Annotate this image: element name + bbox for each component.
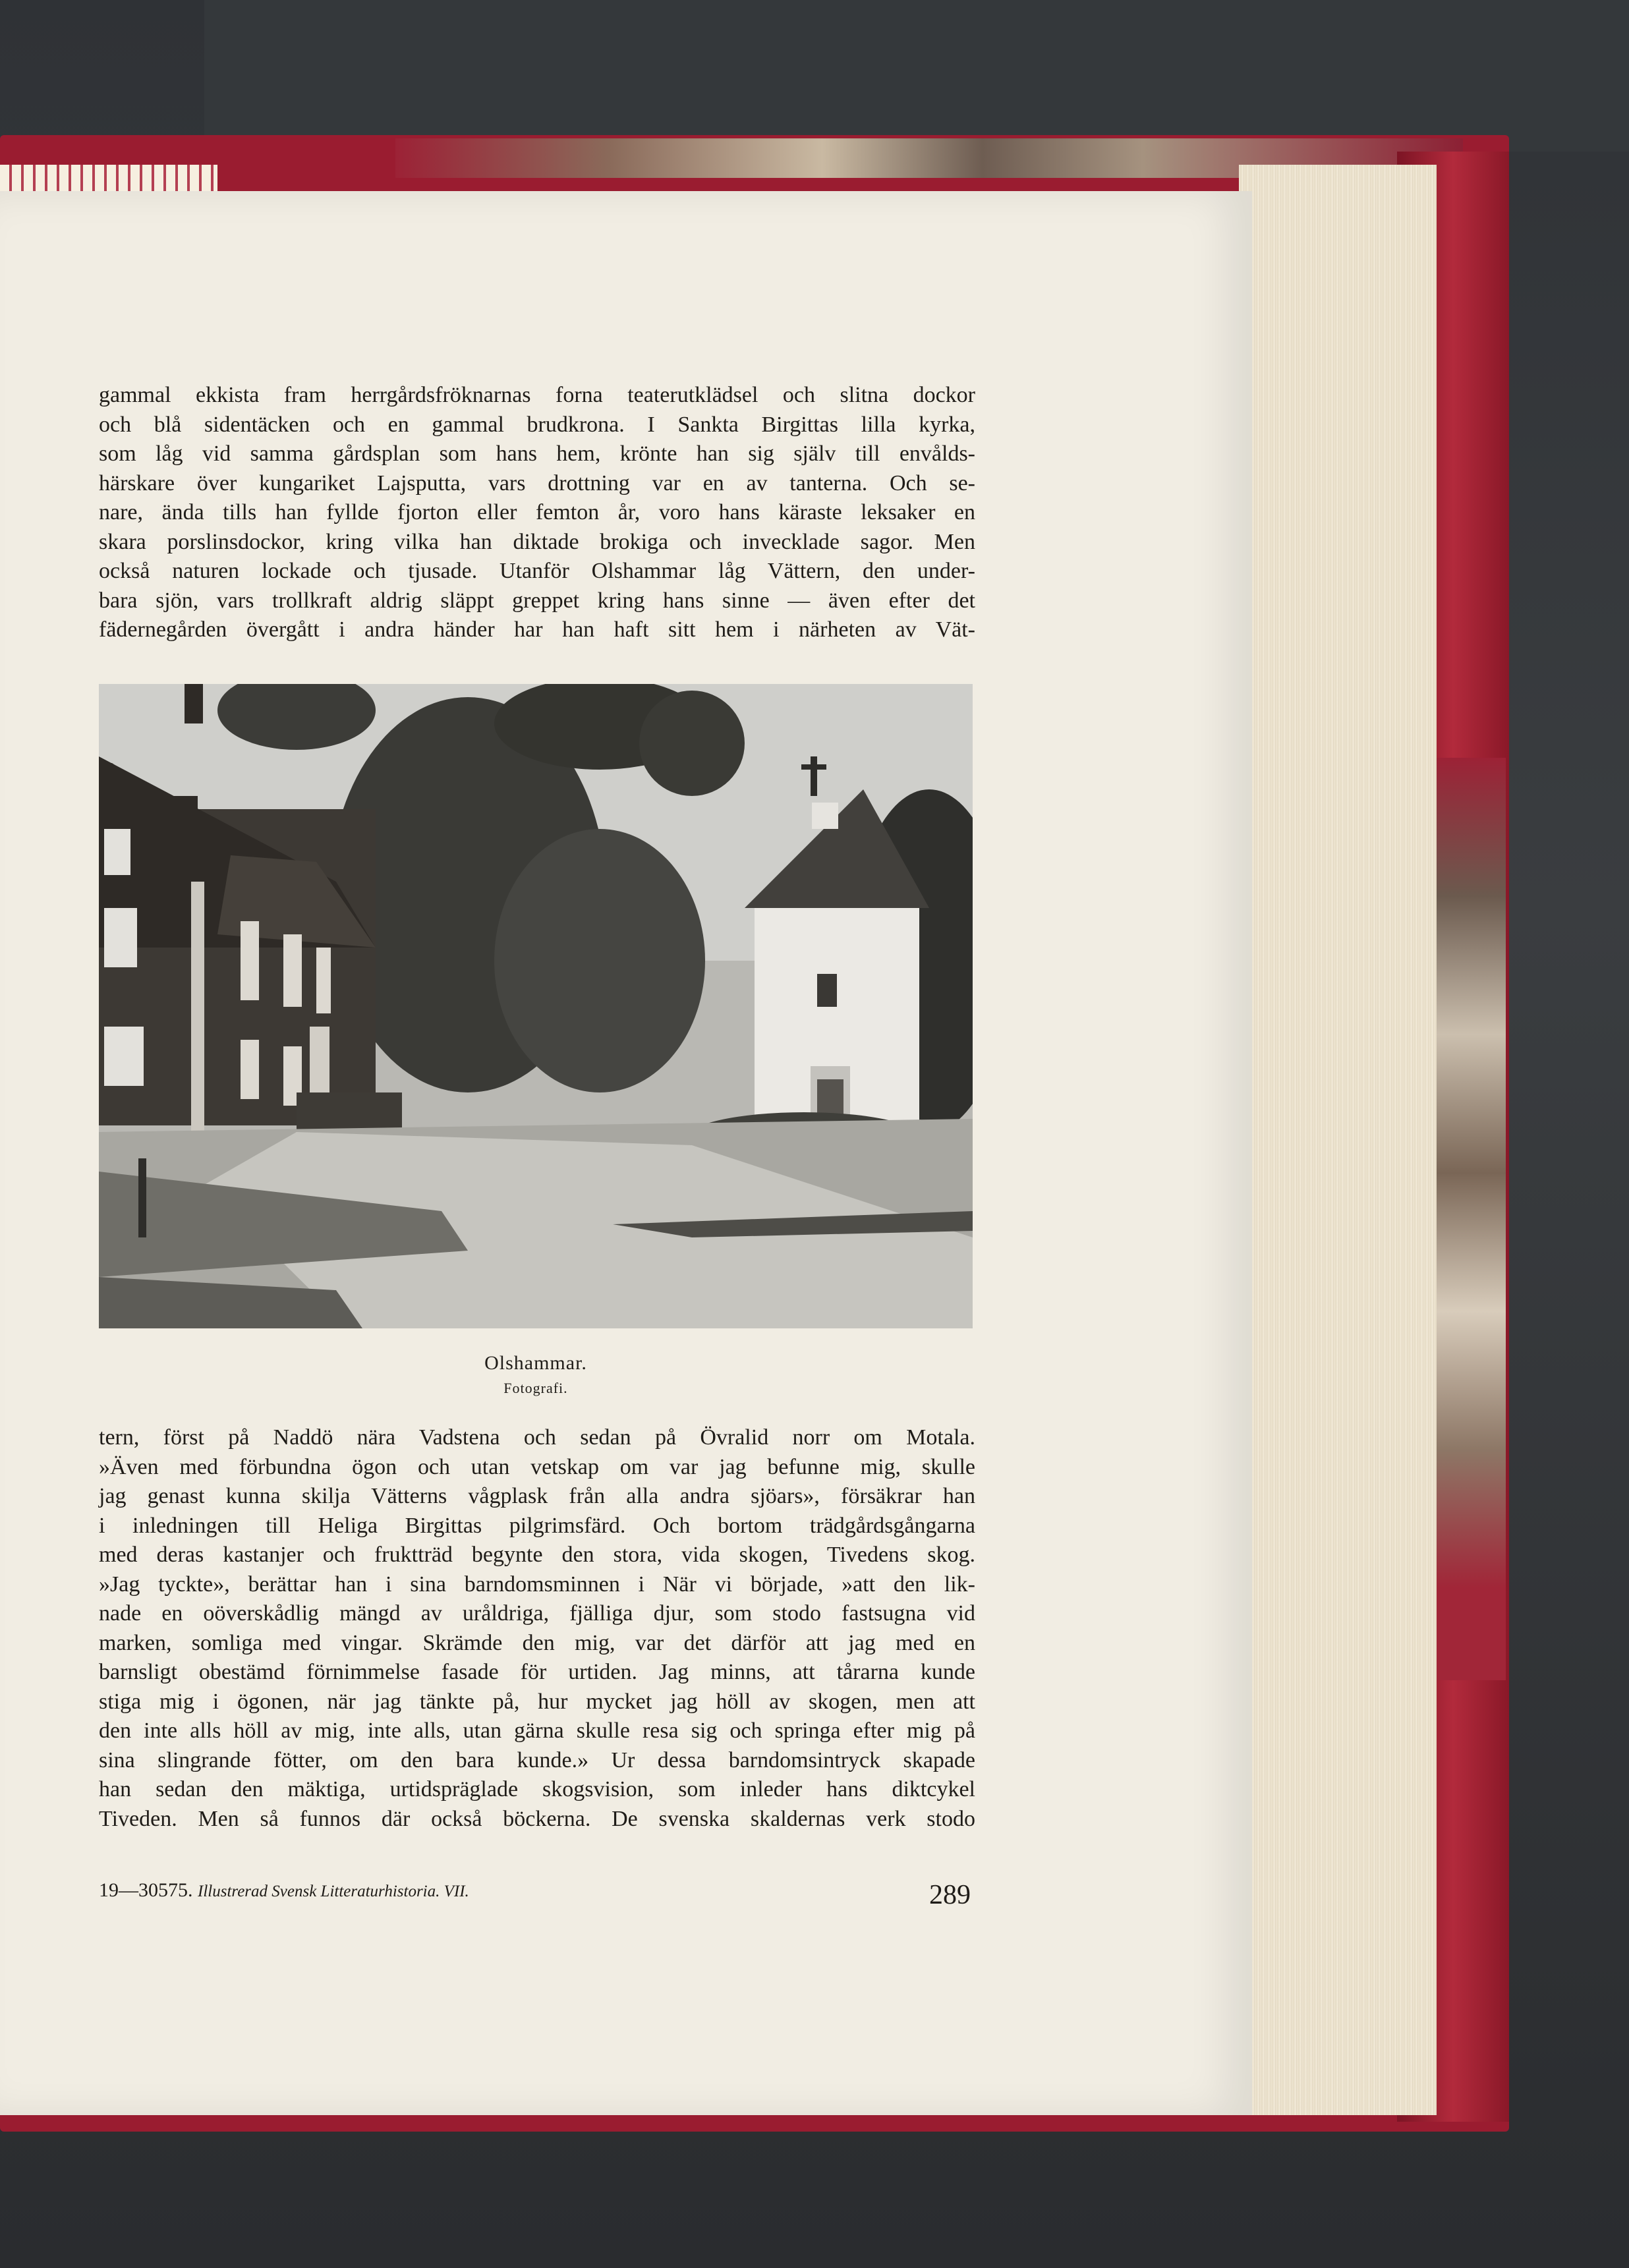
photo-caption: Olshammar. xyxy=(484,1352,587,1374)
body-text-bottom xyxy=(99,1423,975,1834)
text-line: »Även med förbundna ögon och utan vetskap om var jag befunne mig, skulle xyxy=(99,1454,975,1479)
text-line: han sedan den mäktiga, urtidspräglade skogsvision, som inleder hans diktcykel xyxy=(99,1777,975,1801)
text-line: skara porslinsdockor, kring vilka han diktade brokiga och invecklade sagor. Men xyxy=(99,529,975,554)
text-line: tern, först på Naddö nära Vadstena och sedan på Övralid norr om Motala. xyxy=(99,1425,975,1450)
text-line: fädernegården övergått i andra händer har han haft sitt hem i närheten av Vät- xyxy=(99,617,975,642)
text-line: sina slingrande fötter, om den bara kunde.» Ur dessa barndomsintryck skapade xyxy=(99,1747,975,1772)
text-line: också naturen lockade och tjusade. Utanför Olshammar låg Vättern, den under- xyxy=(99,559,975,583)
body-text-top xyxy=(99,381,975,645)
page-number: 289 xyxy=(929,1880,971,1910)
text-line: jag genast kunna skilja Vätterns vågplask från alla andra sjöars», försäkrar han xyxy=(99,1484,975,1508)
text-line: barnsligt obestämd förnimmelse fasade för urtiden. Jag minns, att tårarna kunde xyxy=(99,1660,975,1684)
text-line: med deras kastanjer och fruktträd begynte den stora, vida skogen, Tivedens skog. xyxy=(99,1543,975,1567)
text-line: den inte alls höll av mig, inte alls, utan gärna skulle resa sig och springa efter mig på xyxy=(99,1718,975,1743)
page-stack xyxy=(1239,165,1437,2115)
text-line: bara sjön, vars trollkraft aldrig släppt greppet kring hans sinne — även efter det xyxy=(99,588,975,613)
work-title: Illustrerad Svensk Litteraturhistoria. VII. xyxy=(198,1883,469,1900)
text-line: Tiveden. Men så funnos där också böckerna. De svenska skaldernas verk stodo xyxy=(99,1806,975,1831)
footer-reference xyxy=(99,1879,469,1902)
text-line: härskare över kungariket Lajsputta, vars drottning var en av tanterna. Och se- xyxy=(99,470,975,496)
text-line: marken, somliga med vingar. Skrämde den mig, var det därför att jag med en xyxy=(99,1630,975,1655)
gilt-edge xyxy=(0,165,217,191)
text-line: stiga mig i ögonen, när jag tänkte på, hur mycket jag höll av skogen, men att xyxy=(99,1689,975,1714)
text-line: nare, ända tills han fyllde fjorton eller femton år, voro hans käraste leksaker en xyxy=(99,500,975,524)
marbled-edge-right xyxy=(1433,758,1506,1680)
photo-credit: Fotografi. xyxy=(503,1380,568,1396)
text-line: i inledningen till Heliga Birgittas pilgrimsfärd. Och bortom trädgårdsgångarna xyxy=(99,1513,975,1538)
background-top xyxy=(204,0,1629,152)
text-line: nade en oöverskådlig mängd av uråldriga, fjälliga djur, som stodo fastsugna vid xyxy=(99,1601,975,1626)
photograph-olshammar xyxy=(99,684,973,1328)
text-line: gammal ekkista fram herrgårdsfröknarnas forna teaterutklädsel och slitna dockor xyxy=(99,383,975,407)
text-line: och blå sidentäcken och en gammal brudkrona. I Sankta Birgittas lilla kyrka, xyxy=(99,412,975,437)
text-line: »Jag tyckte», berättar han i sina barndomsminnen i När vi började, »att den lik- xyxy=(99,1572,975,1597)
text-line: som låg vid samma gårdsplan som hans hem, krönte han sig själv till envålds- xyxy=(99,441,975,466)
signature-mark: 19—30575. xyxy=(99,1879,193,1901)
